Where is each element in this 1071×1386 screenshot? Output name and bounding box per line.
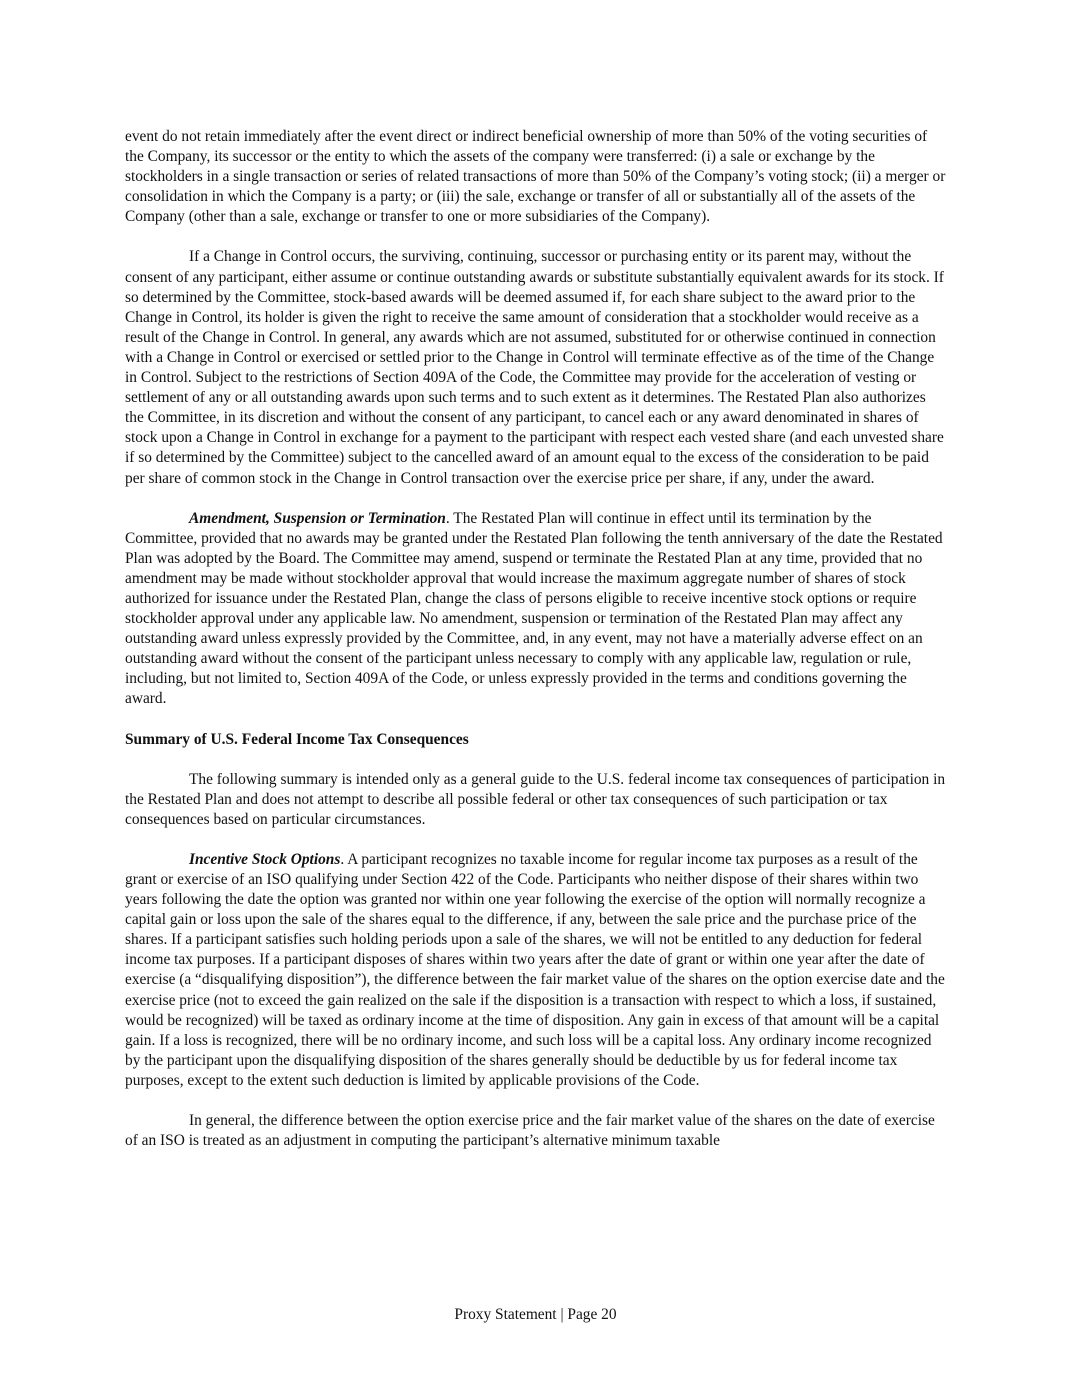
paragraph-alternative-minimum-tax: In general, the difference between the option exercise price and the fair market value of the shares on the date of exercise of an ISO is treated as an adjustment in computing the participant’s alternative minimum taxable <box>125 1112 935 1150</box>
paragraph-tax-summary-intro: The following summary is intended only as a general guide to the U.S. federal income tax consequences of participation in the Restated Plan and does not attempt to describe all possible federal or other tax consequences of such participation or tax consequences based on particular circumstances. <box>125 770 946 828</box>
section-heading-tax-consequences: Summary of U.S. Federal Income Tax Consequences <box>125 730 469 748</box>
document-body <box>125 127 947 1171</box>
paragraph-incentive-stock-options <box>125 850 947 1091</box>
iso-run-in-heading: Incentive Stock Options <box>189 850 341 868</box>
footer-separator: | <box>560 1306 564 1323</box>
page-number: Page 20 <box>567 1306 617 1323</box>
page-footer <box>0 1306 1071 1324</box>
amendment-run-in-heading: Amendment, Suspension or Termination <box>189 509 446 527</box>
paragraph-change-in-control-definition-continued: event do not retain immediately after the event direct or indirect beneficial ownership of more than 50% of the voting securities of the Company, its successor or the entity to which the assets of the company were transferred: (i) a sale or exchange by the stockholders in a single transaction or series of related transactions of more than 50% of the Company’s voting stock; (ii) a merger or consolidation in which the Company is a party; or (iii) the sale, exchange or transfer of all or substantially all of the assets of the Company (other than a sale, exchange or transfer to one or more subsidiaries of the Company). <box>125 128 946 226</box>
paragraph-amendment <box>125 509 947 710</box>
iso-body-text: . A participant recognizes no taxable income for regular income tax purposes as a result of the grant or exercise of an ISO qualifying under Section 422 of the Code. Participants who neither dispose of their shares within two years following the date the option was granted nor within one year following the exercise of the option will normally recognize a capital gain or loss upon the sale of the shares equal to the difference, if any, between the sale price and the purchase price of the shares. If a participant satisfies such holding periods upon a sale of the shares, we will not be entitled to any deduction for federal income tax purposes. If a participant disposes of shares within two years after the date of grant or within one year after the date of exercise (a “disqualifying disposition”), the difference between the fair market value of the shares on the option exercise date and the exercise price (not to exceed the gain realized on the sale if the disposition is a transaction with respect to which a loss, if sustained, would be recognized) will be taxed as ordinary income at the time of disposition. Any gain in excess of that amount will be a capital gain. If a loss is recognized, there will be no ordinary income, and such loss will be a capital loss. Any ordinary income recognized by the participant upon the disqualifying disposition of the shares generally should be deductible by us for federal income tax purposes, except to the extent such deduction is limited by applicable provisions of the Code. <box>125 850 945 1089</box>
paragraph-change-in-control-effects: If a Change in Control occurs, the surviving, continuing, successor or purchasing entity or its parent may, without the consent of any participant, either assume or continue outstanding awards or substitute substantially equivalent awards for its stock. If so determined by the Committee, stock-based awards will be deemed assumed if, for each share subject to the award prior to the Change in Control, its holder is given the right to receive the same amount of consideration that a stockholder would receive as a result of the Change in Control. In general, any awards which are not assumed, substituted for or otherwise continued in connection with a Change in Control or exercised or settled prior to the Change in Control will terminate effective as of the time of the Change in Control. Subject to the restrictions of Section 409A of the Code, the Committee may provide for the acceleration of vesting or settlement of any or all outstanding awards upon such terms and to such extent as it determines. The Restated Plan also authorizes the Committee, in its discretion and without the consent of any participant, to cancel each or any award denominated in shares of stock upon a Change in Control in exchange for a payment to the participant with respect each vested share (and each unvested share if so determined by the Committee) subject to the cancelled award of an amount equal to the excess of the consideration to be paid per share of common stock in the Change in Control transaction over the exercise price per share, if any, under the award. <box>125 248 944 487</box>
amendment-body-text: . The Restated Plan will continue in effect until its termination by the Committee, provided that no awards may be granted under the Restated Plan following the tenth anniversary of the date the Restated Plan was adopted by the Board. The Committee may amend, suspend or terminate the Restated Plan at any time, provided that no amendment may be made without stockholder approval that would increase the maximum aggregate number of shares of stock authorized for issuance under the Restated Plan, change the class of persons eligible to receive incentive stock options or require stockholder approval under any applicable law. No amendment, suspension or termination of the Restated Plan may affect any outstanding award unless expressly provided by the Committee, and, in any event, may not have a materially adverse effect on an outstanding award without the consent of the participant unless necessary to comply with any applicable law, regulation or rule, including, but not limited to, Section 409A of the Code, or unless expressly provided in the terms and conditions governing the award. <box>125 509 943 708</box>
footer-label: Proxy Statement <box>454 1306 557 1323</box>
